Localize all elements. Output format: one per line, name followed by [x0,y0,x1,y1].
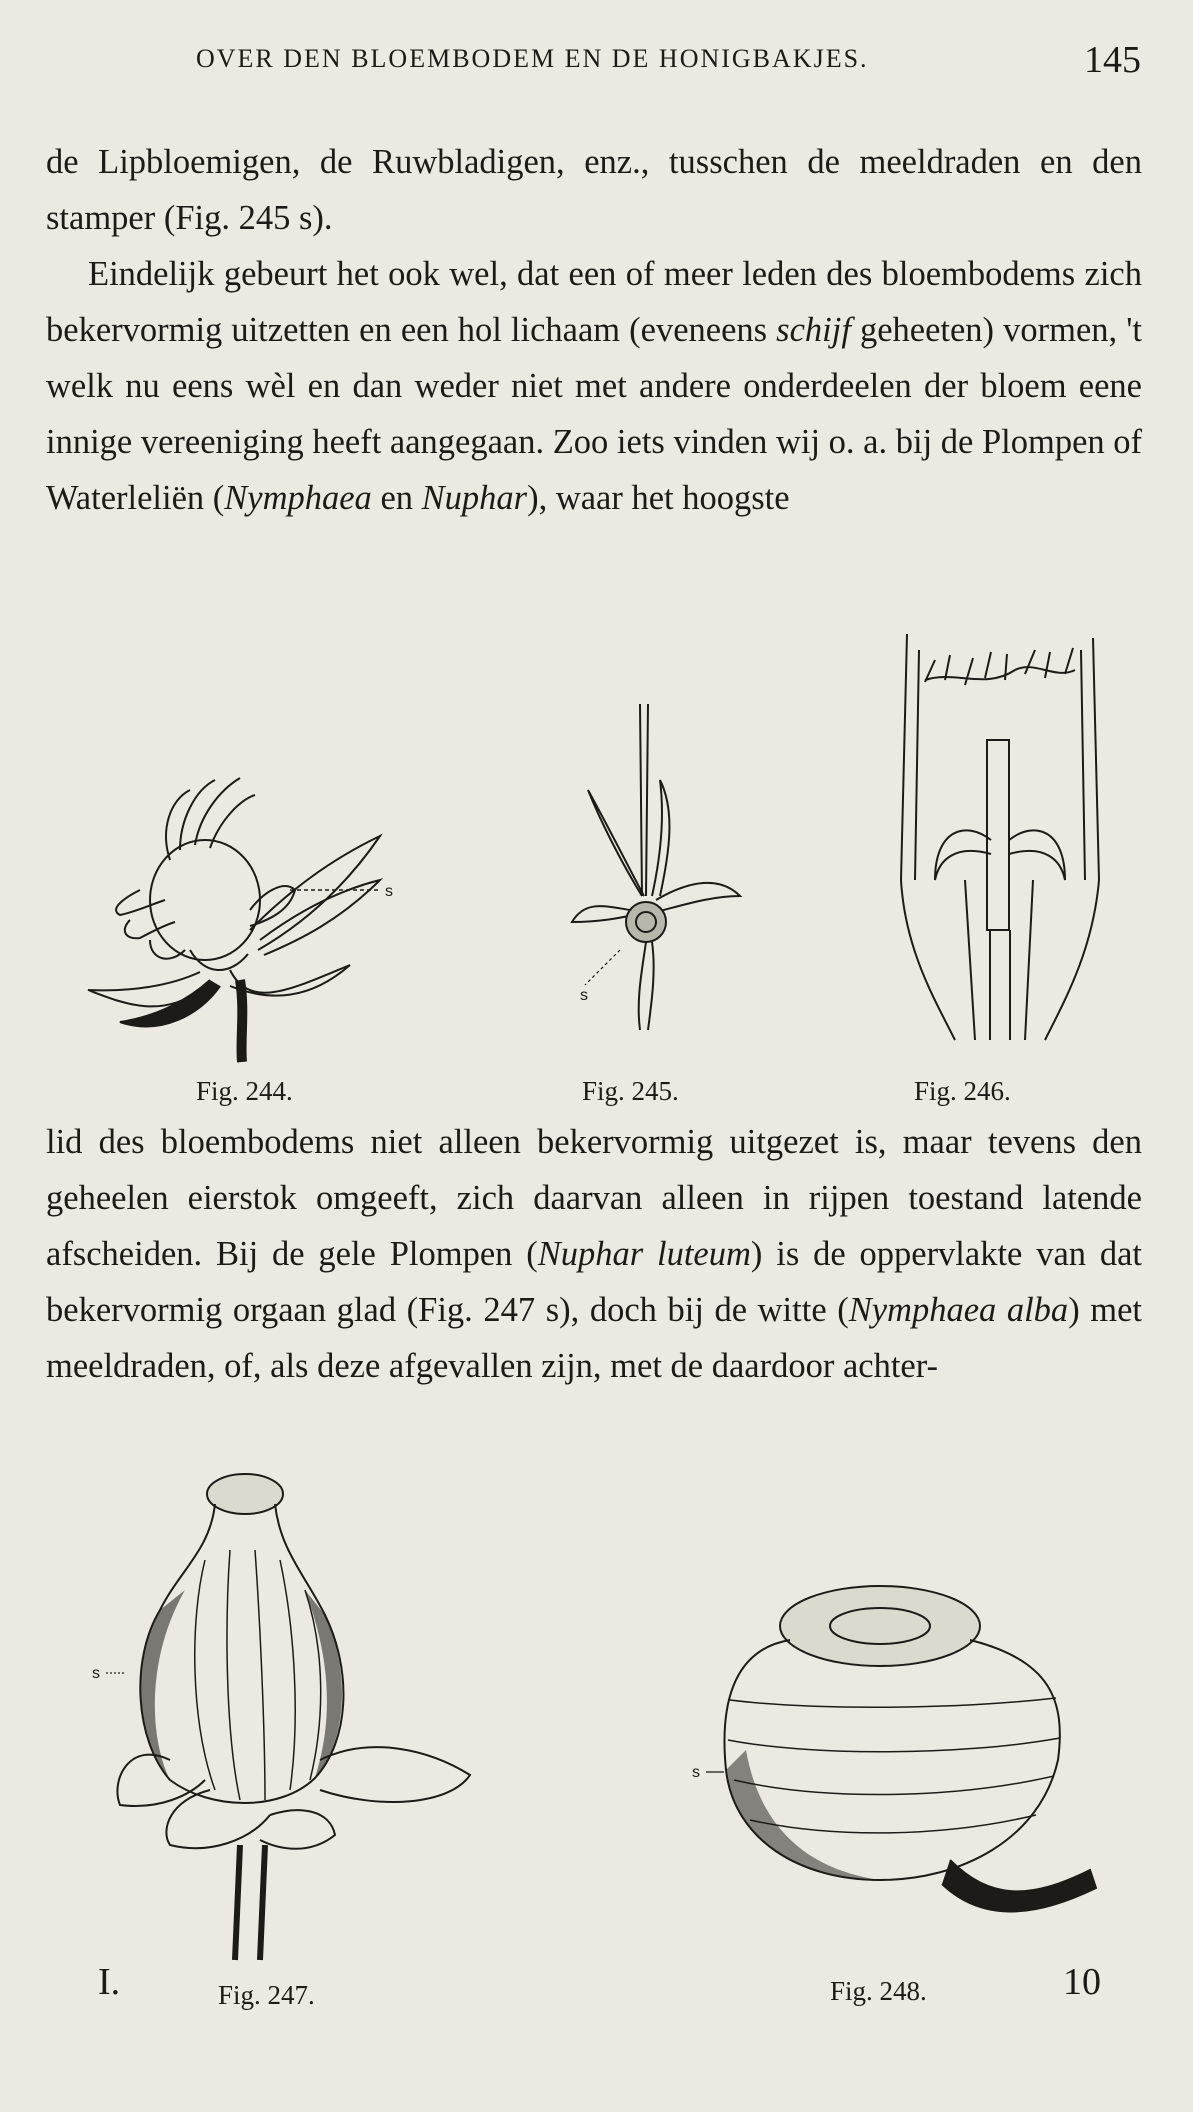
text-run: de Lipbloemigen, de Ruwbladigen, enz., tusschen de meeldraden en den stamper (Fig. 245 s). [46,143,1142,237]
text-run: Eindelijk gebeurt het ook wel, dat een of meer leden des bloembodems zich bekervormig uitzetten en een hol lichaam (eveneens [46,255,1142,349]
figure-248 [650,1570,1100,1950]
fig-244-illustration [80,740,420,1070]
text-run: ) is de oppervlakte van dat bekervormig orgaan glad (Fig. 247 s), doch bij de witte ( [46,1235,1142,1329]
fig-246-caption: Fig. 246. [914,1076,1011,1106]
fig-247-label-s: s [92,1665,100,1682]
italic-run: Nymphaea alba [848,1291,1069,1329]
running-title: OVER DEN BLOEMBODEM EN DE HONIGBAKJES. [196,44,869,73]
fig-245-illustration [560,700,760,1040]
fig-245-caption: Fig. 245. [582,1076,679,1106]
fig-245-label-s: s [580,987,588,1004]
text-run: ) met meeldraden, of, als deze afgevallen zijn, met de daardoor achter- [46,1291,1142,1385]
signature-mark: I. [98,1961,121,2003]
fig-248-caption: Fig. 248. [830,1976,927,2006]
text-run: geheeten) vormen, 't welk nu eens wèl en dan weder niet met andere onderdeelen der bloem eene innige vereeniging heeft aangegaan. Zoo iets vinden wij o. a. bij de Plompen of Waterleliën ( [46,311,1143,517]
fig-244-label-s: s [385,883,393,900]
paragraph-3 [46,1114,1142,1394]
figure-247 [90,1460,480,1970]
fig-247-caption: Fig. 247. [218,1980,315,2010]
italic-run: schijf [776,311,851,349]
fig-244-caption: Fig. 244. [196,1076,293,1106]
italic-run: Nymphaea [224,479,372,517]
figure-244 [80,740,420,1070]
italic-run: Nuphar luteum [537,1235,751,1273]
fig-248-label-s: s [692,1764,700,1781]
fig-248-illustration [650,1570,1100,1950]
sheet-number: 10 [1063,1961,1101,2003]
italic-run: Nuphar [421,479,528,517]
text-run: ), waar het hoogste [527,479,790,517]
paragraph-1 [46,134,1142,246]
fig-247-illustration [90,1460,480,1970]
text-run: en [371,479,422,517]
figure-246 [895,630,1105,1050]
figure-245 [560,700,760,1040]
paragraph-2 [46,246,1142,526]
text-run: lid des bloembodems niet alleen bekervormig uitgezet is, maar tevens den geheelen eierstok omgeeft, zich daarvan alleen in rijpen toestand latende afscheiden. Bij de gele Plompen ( [46,1123,1142,1273]
fig-246-illustration [895,630,1105,1050]
page-number: 145 [1084,39,1141,81]
text-block-middle [46,1114,1142,1394]
text-block-top [46,134,1142,526]
